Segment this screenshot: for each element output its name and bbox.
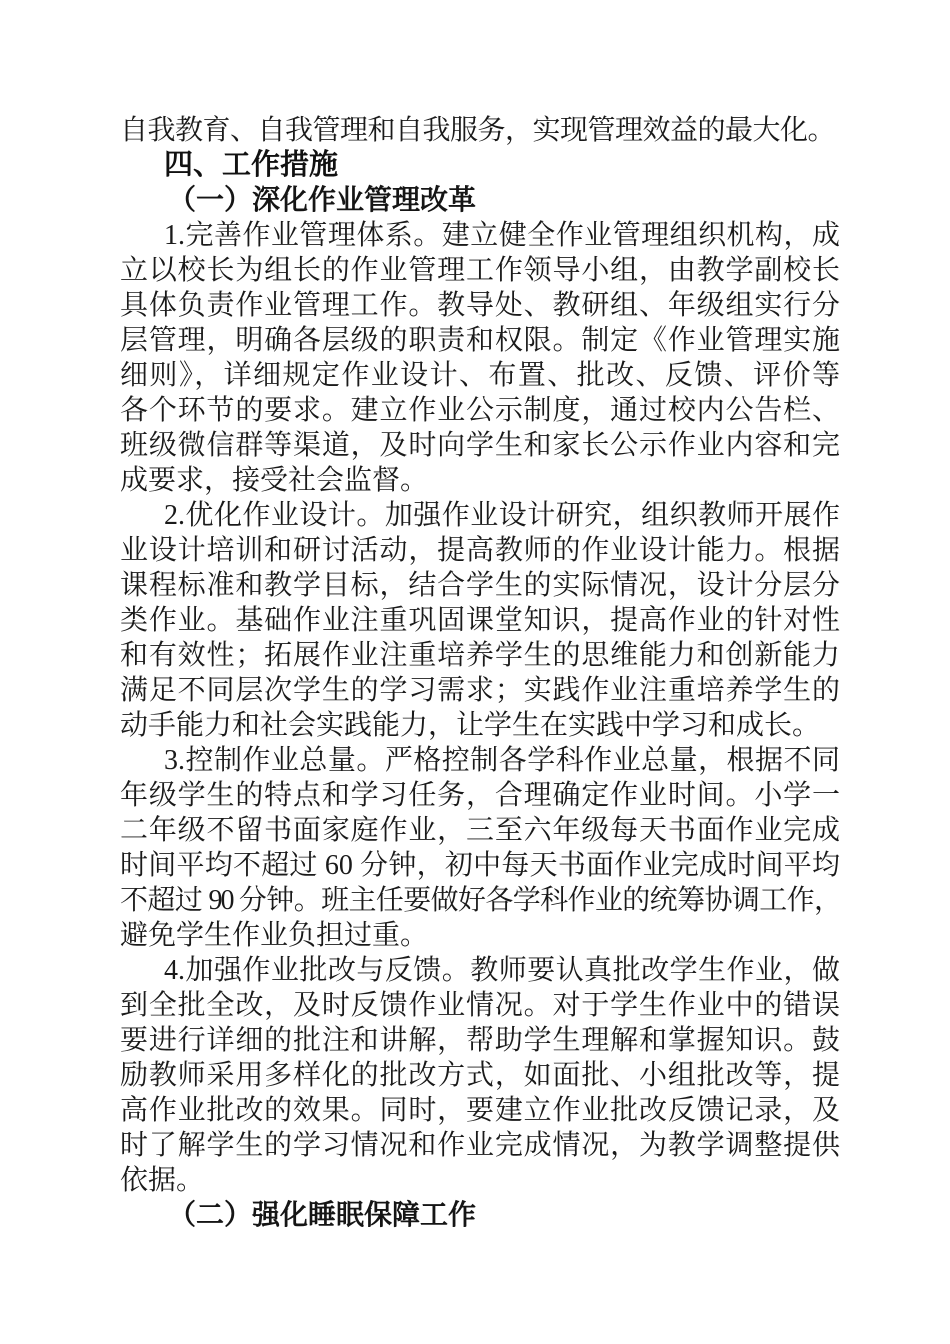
text-line: 满足不同层次学生的学习需求；实践作业注重培养学生的 <box>120 675 840 706</box>
text-line: 励教师采用多样化的批改方式，如面批、小组批改等，提 <box>120 1060 840 1091</box>
text-line: 高作业批改的效果。同时，要建立作业批改反馈记录，及 <box>120 1095 840 1126</box>
paragraph-2 <box>120 498 840 743</box>
text-line: 时间平均不超过 60 分钟，初中每天书面作业完成时间平均 <box>120 850 840 881</box>
text-line: 业设计培训和研讨活动，提高教师的作业设计能力。根据 <box>120 535 840 566</box>
text-line: 不超过 90 分钟。班主任要做好各学科作业的统筹协调工作， <box>120 885 840 916</box>
text-line: 2.优化作业设计。加强作业设计研究，组织教师开展作 <box>164 500 840 531</box>
text-line: 1.完善作业管理体系。建立健全作业管理组织机构，成 <box>164 220 840 251</box>
text-line: 要进行详细的批注和讲解，帮助学生理解和掌握知识。鼓 <box>120 1025 840 1056</box>
text-line: 二年级不留书面家庭作业，三至六年级每天书面作业完成 <box>120 815 840 846</box>
text-line: 细则》，详细规定作业设计、布置、批改、反馈、评价等 <box>120 360 840 391</box>
text-line: 依据。 <box>120 1165 205 1196</box>
text-line: 4.加强作业批改与反馈。教师要认真批改学生作业，做 <box>164 955 840 986</box>
paragraph-3 <box>120 743 840 953</box>
text-line: 各个环节的要求。建立作业公示制度，通过校内公告栏、 <box>120 395 840 426</box>
text-line: 课程标准和教学目标，结合学生的实际情况，设计分层分 <box>120 570 840 601</box>
text-line: 类作业。基础作业注重巩固课堂知识，提高作业的针对性 <box>120 605 840 636</box>
text-line: 避免学生作业负担过重。 <box>120 920 429 951</box>
text-line: 立以校长为组长的作业管理工作领导小组，由教学副校长 <box>120 255 840 286</box>
text-line: 层管理，明确各层级的职责和权限。制定《作业管理实施 <box>120 325 840 356</box>
paragraph-1 <box>120 218 840 498</box>
paragraph-4 <box>120 953 840 1198</box>
section-heading: 四、工作措施 <box>164 149 339 181</box>
text-line: 和有效性；拓展作业注重培养学生的思维能力和创新能力 <box>120 640 840 671</box>
text-line: 时了解学生的学习情况和作业完成情况，为教学调整提供 <box>120 1130 840 1161</box>
text-line: 3.控制作业总量。严格控制各学科作业总量，根据不同 <box>164 745 840 776</box>
text-line: 自我教育、自我管理和自我服务，实现管理效益的最大化。 <box>120 115 836 146</box>
subsection-2-heading: （二）强化睡眠保障工作 <box>168 1200 477 1231</box>
paragraph-intro-continuation <box>120 113 840 148</box>
text-line: 年级学生的特点和学习任务，合理确定作业时间。小学一 <box>120 780 840 811</box>
subsection-1-heading: （一）深化作业管理改革 <box>168 185 477 216</box>
document-text-block <box>120 113 840 1233</box>
text-line: 具体负责作业管理工作。教导处、教研组、年级组实行分 <box>120 290 840 321</box>
text-line: 到全批全改，及时反馈作业情况。对于学生作业中的错误 <box>120 990 840 1021</box>
text-line: 成要求，接受社会监督。 <box>120 465 429 496</box>
text-line: 班级微信群等渠道，及时向学生和家长公示作业内容和完 <box>120 430 840 461</box>
text-line: 动手能力和社会实践能力，让学生在实践中学习和成长。 <box>120 710 821 741</box>
